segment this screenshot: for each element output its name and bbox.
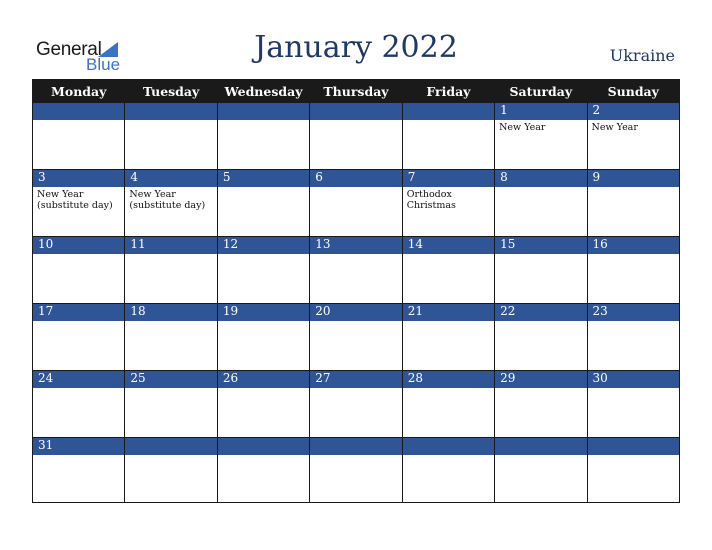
day-number-cell bbox=[310, 103, 402, 121]
day-event-cell bbox=[587, 455, 679, 503]
day-number-cell: 24 bbox=[33, 371, 125, 389]
day-number-cell: 16 bbox=[587, 237, 679, 255]
weekday-saturday: Saturday bbox=[495, 80, 587, 103]
day-number-cell: 17 bbox=[33, 304, 125, 322]
week-1-day-numbers bbox=[33, 103, 680, 121]
week-5-day-numbers bbox=[33, 371, 680, 389]
weekday-tuesday: Tuesday bbox=[125, 80, 217, 103]
day-event-cell bbox=[217, 120, 309, 170]
day-number-cell: 5 bbox=[217, 170, 309, 188]
day-event-cell bbox=[495, 254, 587, 304]
day-event-cell bbox=[587, 187, 679, 237]
logo-text-blue: Blue bbox=[86, 55, 121, 74]
day-number-cell: 4 bbox=[125, 170, 217, 188]
day-number-cell: 21 bbox=[402, 304, 494, 322]
day-event-cell bbox=[310, 120, 402, 170]
day-number-cell bbox=[217, 438, 309, 456]
day-number-cell bbox=[587, 438, 679, 456]
week-4-day-numbers bbox=[33, 304, 680, 322]
day-event-cell bbox=[587, 388, 679, 438]
day-event-cell bbox=[310, 254, 402, 304]
week-2-events bbox=[33, 187, 680, 237]
day-event-cell bbox=[495, 187, 587, 237]
day-event-cell bbox=[587, 254, 679, 304]
day-event-cell bbox=[310, 187, 402, 237]
calendar-grid bbox=[32, 79, 680, 503]
weekday-header-row bbox=[33, 80, 680, 103]
day-number-cell bbox=[495, 438, 587, 456]
day-event-cell bbox=[125, 455, 217, 503]
week-6-events bbox=[33, 455, 680, 503]
day-number-cell bbox=[33, 103, 125, 121]
day-number-cell: 12 bbox=[217, 237, 309, 255]
day-number-cell bbox=[402, 103, 494, 121]
day-number-cell: 26 bbox=[217, 371, 309, 389]
day-number-cell bbox=[125, 438, 217, 456]
day-event-cell: Orthodox Christmas bbox=[402, 187, 494, 237]
day-event-cell bbox=[217, 321, 309, 371]
week-1-events bbox=[33, 120, 680, 170]
week-2-day-numbers bbox=[33, 170, 680, 188]
day-event-cell bbox=[495, 455, 587, 503]
day-event-cell bbox=[217, 187, 309, 237]
day-number-cell: 15 bbox=[495, 237, 587, 255]
day-number-cell: 9 bbox=[587, 170, 679, 188]
day-number-cell: 7 bbox=[402, 170, 494, 188]
day-event-cell bbox=[310, 388, 402, 438]
day-event-cell bbox=[402, 254, 494, 304]
day-number-cell: 29 bbox=[495, 371, 587, 389]
day-number-cell: 11 bbox=[125, 237, 217, 255]
country-label: Ukraine bbox=[609, 46, 675, 65]
day-number-cell: 30 bbox=[587, 371, 679, 389]
day-number-cell: 19 bbox=[217, 304, 309, 322]
day-number-cell bbox=[217, 103, 309, 121]
day-number-cell bbox=[402, 438, 494, 456]
day-number-cell: 20 bbox=[310, 304, 402, 322]
day-event-cell bbox=[402, 455, 494, 503]
page-title: January 2022 bbox=[254, 30, 458, 65]
day-event-cell bbox=[310, 455, 402, 503]
day-number-cell: 2 bbox=[587, 103, 679, 121]
week-4-events bbox=[33, 321, 680, 371]
weekday-friday: Friday bbox=[402, 80, 494, 103]
day-event-cell bbox=[33, 120, 125, 170]
day-number-cell: 25 bbox=[125, 371, 217, 389]
day-number-cell: 13 bbox=[310, 237, 402, 255]
day-number-cell: 3 bbox=[33, 170, 125, 188]
day-event-cell: New Year (substitute day) bbox=[125, 187, 217, 237]
week-6-day-numbers bbox=[33, 438, 680, 456]
day-number-cell: 14 bbox=[402, 237, 494, 255]
day-number-cell: 27 bbox=[310, 371, 402, 389]
day-number-cell: 6 bbox=[310, 170, 402, 188]
day-number-cell: 18 bbox=[125, 304, 217, 322]
day-number-cell bbox=[125, 103, 217, 121]
day-number-cell: 22 bbox=[495, 304, 587, 322]
day-number-cell: 8 bbox=[495, 170, 587, 188]
day-event-cell bbox=[217, 388, 309, 438]
day-number-cell: 1 bbox=[495, 103, 587, 121]
weekday-thursday: Thursday bbox=[310, 80, 402, 103]
weekday-wednesday: Wednesday bbox=[217, 80, 309, 103]
day-number-cell bbox=[310, 438, 402, 456]
day-number-cell: 23 bbox=[587, 304, 679, 322]
week-3-events bbox=[33, 254, 680, 304]
day-event-cell bbox=[217, 254, 309, 304]
day-event-cell bbox=[125, 388, 217, 438]
day-event-cell bbox=[495, 321, 587, 371]
day-event-cell bbox=[402, 120, 494, 170]
day-event-cell bbox=[402, 388, 494, 438]
day-event-cell: New Year bbox=[587, 120, 679, 170]
week-3-day-numbers bbox=[33, 237, 680, 255]
day-event-cell bbox=[33, 455, 125, 503]
day-event-cell bbox=[495, 388, 587, 438]
day-event-cell bbox=[402, 321, 494, 371]
weekday-monday: Monday bbox=[33, 80, 125, 103]
logo-text-general: General bbox=[36, 39, 102, 60]
day-event-cell: New Year bbox=[495, 120, 587, 170]
day-number-cell: 10 bbox=[33, 237, 125, 255]
day-number-cell: 31 bbox=[33, 438, 125, 456]
day-event-cell bbox=[125, 120, 217, 170]
day-event-cell bbox=[33, 388, 125, 438]
weekday-sunday: Sunday bbox=[587, 80, 679, 103]
day-event-cell bbox=[33, 321, 125, 371]
week-5-events bbox=[33, 388, 680, 438]
day-event-cell bbox=[125, 254, 217, 304]
day-event-cell bbox=[310, 321, 402, 371]
day-event-cell bbox=[587, 321, 679, 371]
day-event-cell bbox=[33, 254, 125, 304]
day-event-cell bbox=[125, 321, 217, 371]
day-number-cell: 28 bbox=[402, 371, 494, 389]
day-event-cell: New Year (substitute day) bbox=[33, 187, 125, 237]
day-event-cell bbox=[217, 455, 309, 503]
